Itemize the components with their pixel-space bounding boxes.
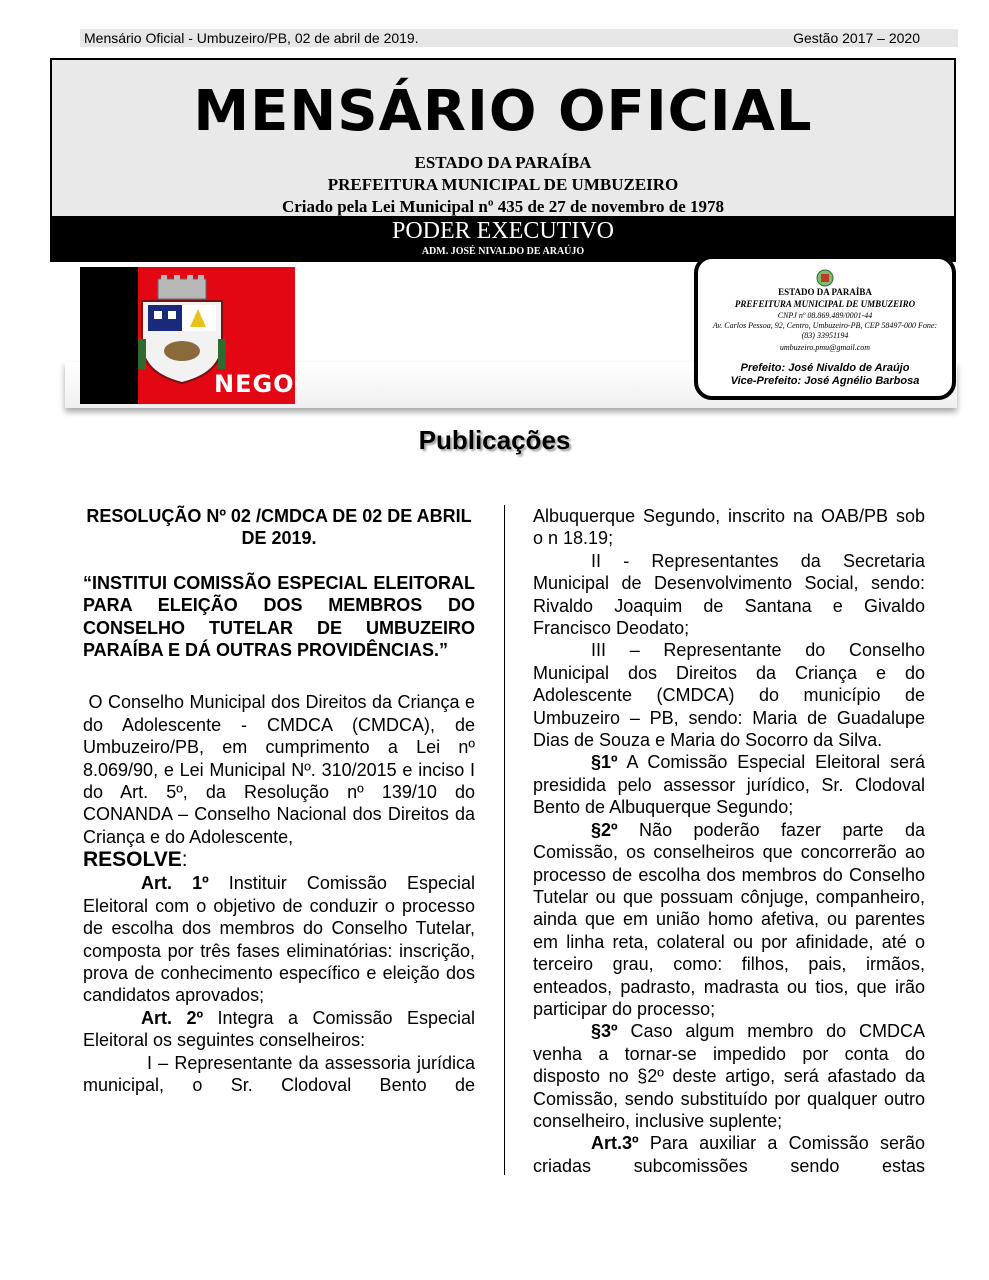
- info-mayor: Prefeito: José Nivaldo de Araújo: [740, 362, 910, 374]
- paragraph-1-label: §1º: [591, 752, 618, 773]
- flag-lettering: NEGO: [214, 370, 295, 398]
- administration-name: ADM. JOSÉ NIVALDO DE ARAÚJO: [421, 246, 585, 257]
- creation-law: Criado pela Lei Municipal nº 435 de 27 de novembro de 1978: [281, 197, 725, 216]
- resolve-colon: :: [181, 848, 188, 872]
- info-state: ESTADO DA PARAÍBA: [778, 287, 872, 297]
- paragraph-2-label: §2º: [591, 819, 618, 840]
- info-vice-mayor: Vice-Prefeito: José Agnélio Barbosa: [730, 375, 920, 387]
- resolve-heading: [83, 848, 475, 872]
- article-1: [83, 872, 475, 1006]
- resolution-heading: RESOLUÇÃO Nº 02 /CMDCA DE 02 DE ABRIL DE 2019.: [86, 506, 472, 549]
- article-1-label: Art. 1º: [141, 873, 209, 894]
- left-column: [83, 505, 475, 1096]
- paragraph-3-text: Caso algum membro do CMDCA venha a tornar-se impedido por conta do disposto no §2º deste artigo, será afastado da Comissão, sendo substituído por qualquer outro conselheiro, inclusive suplente;: [533, 1021, 925, 1131]
- article-3-label: Art.3º: [591, 1133, 639, 1154]
- resolve-word: RESOLVE: [83, 848, 182, 872]
- paragraph-1: [533, 751, 925, 818]
- state-name: ESTADO DA PARAÍBA: [414, 153, 592, 172]
- paragraph-3: [533, 1020, 925, 1132]
- header-strip: [80, 29, 958, 47]
- city-hall-name: PREFEITURA MUNICIPAL DE UMBUZEIRO: [327, 175, 679, 194]
- article-2: [83, 1007, 475, 1052]
- paragraph-2: [533, 819, 925, 1021]
- article-3: [533, 1132, 925, 1177]
- municipal-flag: [80, 267, 295, 404]
- masthead: [50, 58, 956, 260]
- item-2: II - Representantes da Secretaria Municipal de Desenvolvimento Social, sendo: Rivaldo Joaquim de Santana e Givaldo Francisco Deodato;: [533, 550, 925, 639]
- paragraph-3-label: §3º: [591, 1021, 618, 1042]
- section-title: Publicações: [418, 425, 571, 455]
- info-address: Av. Carlos Pessoa, 92, Centro, Umbuzeiro-PB, CEP 58497-000 Fone: (83) 33951194: [712, 321, 938, 340]
- article-3-text: Para auxiliar a Comissão serão criadas subcomissões sendo estas: [533, 1133, 925, 1176]
- article-2-label: Art. 2º: [141, 1007, 204, 1028]
- info-cnpj: CNPJ nº 08.869.489/0001-44: [777, 311, 873, 320]
- header-term: Gestão 2017 – 2020: [793, 30, 920, 46]
- article-1-text: Instituir Comissão Especial Eleitoral com o objetivo de conduzir o processo de escolha dos membros do Conselho Tutelar, composta por três fases eliminatórias: inscrição, prova de conhecimento específico e eleição dos candidatos aprovados;: [83, 873, 475, 1006]
- header-date: Mensário Oficial - Umbuzeiro/PB, 02 de abril de 2019.: [84, 30, 419, 46]
- branch-name: PODER EXECUTIVO: [392, 218, 614, 244]
- municipality-info-box: [694, 255, 956, 400]
- right-column: [533, 505, 925, 1177]
- preamble-text: O Conselho Municipal dos Direitos da Criança e do Adolescente - CMDCA (CMDCA), de Umbuzeiro/PB, em cumprimento a Lei nº 8.069/90, e Lei Municipal Nº. 310/2015 e inciso I do Art. 5º, da Resolução nº 139/10 do CONANDA – Conselho Nacional dos Direitos da Criança e do Adolescente,: [83, 692, 475, 847]
- resolution-summary: “INSTITUI COMISSÃO ESPECIAL ELEITORAL PARA ELEIÇÃO DOS MEMBROS DO CONSELHO TUTELAR DE UMBUZEIRO PARAÍBA E DÁ OUTRAS PROVIDÊNCIAS.”: [83, 572, 475, 661]
- article-2-text: Integra a Comissão Especial Eleitoral os seguintes conselheiros:: [83, 1007, 475, 1051]
- preamble-paragraph: [83, 691, 475, 848]
- column-divider: [504, 505, 505, 1175]
- item-1: I – Representante da assessoria jurídica municipal, o Sr. Clodoval Bento de: [83, 1052, 475, 1095]
- info-email: umbuzeiro.pmu@gmail.com: [779, 343, 871, 352]
- paragraph-2-text: Não poderão fazer parte da Comissão, os conselheiros que concorrerão ao processo de escolha dos membros do Conselho Tutelar ou que possuam cônjuge, companheiro, ainda que em união homo afetiva, ou parentes em linha reta, colateral ou por afinidade, até o terceiro grau, como: filhos, pais, irmãos, enteados, padrasto, madrasta ou tios, que irão participar do processo;: [533, 819, 925, 1019]
- publication-title: MENSÁRIO OFICIAL: [193, 79, 813, 144]
- item-1-continuation: Albuquerque Segundo, inscrito na OAB/PB sob o n 18.19;: [533, 506, 925, 549]
- paragraph-1-text: A Comissão Especial Eleitoral será presidida pelo assessor jurídico, Sr. Clodoval Bento de Albuquerque Segundo;: [533, 752, 925, 818]
- info-city-hall: PREFEITURA MUNICIPAL DE UMBUZEIRO: [734, 299, 916, 309]
- item-3: III – Representante do Conselho Municipal dos Direitos da Criança e do Adolescente (CMDCA) do município de Umbuzeiro – PB, sendo: Maria de Guadalupe Dias de Souza e Maria do Socorro da Silva.: [533, 640, 925, 751]
- state-seal-icon: [815, 269, 835, 287]
